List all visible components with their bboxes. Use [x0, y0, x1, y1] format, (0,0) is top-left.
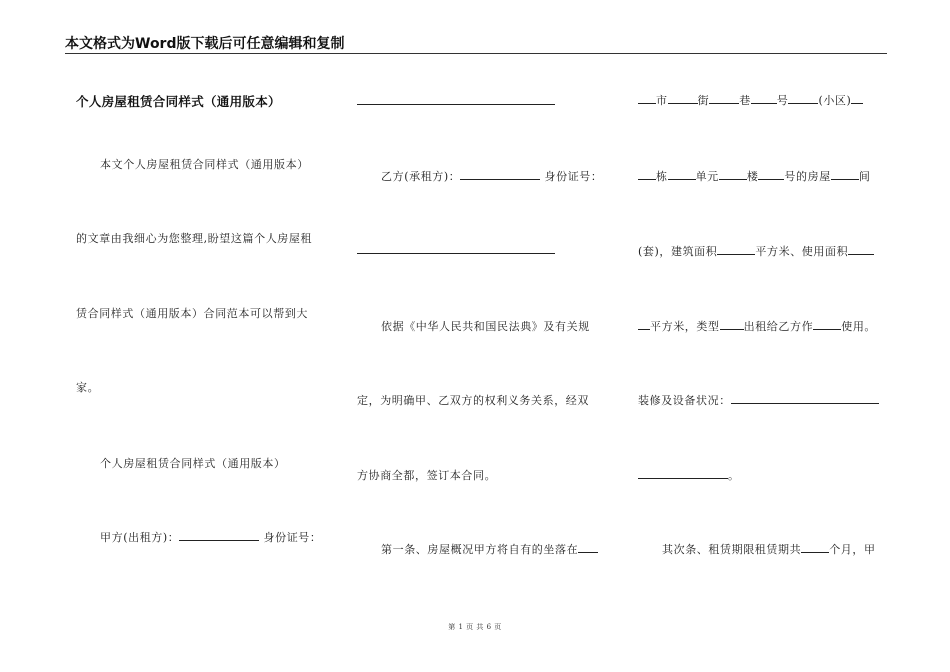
party-a-blank [179, 530, 259, 541]
use-label: 使用。 [841, 320, 877, 333]
area-line-2 [638, 318, 876, 334]
decoration-label: 装修及设备状况： [638, 394, 731, 407]
blank [719, 169, 747, 180]
decoration-blank [731, 393, 879, 404]
column-2 [357, 0, 609, 620]
blank-line-id [357, 253, 555, 254]
decoration-cont-line [638, 467, 740, 483]
months-blank [801, 542, 829, 553]
building-label: 栋 [656, 170, 668, 183]
article-2-line [662, 541, 876, 557]
party-b-label: 乙方(承租方)： [381, 170, 461, 183]
rent-to-label: 出租给乙方作 [743, 320, 814, 333]
street-label: 街 [697, 94, 710, 107]
basis-line-2: 定，为明确甲、乙双方的权利义务关系，经双 [357, 394, 589, 407]
party-a-id-label: 身份证号： [263, 531, 322, 544]
intro-line-3: 赁合同样式（通用版本）合同范本可以帮到大 [76, 307, 308, 320]
blank [813, 319, 841, 330]
blank [831, 169, 859, 180]
house-label: 号的房屋 [784, 170, 831, 183]
area-unit-label: 平方米、使用面积 [755, 245, 849, 258]
article-2-text: 其次条、租赁期限租赁期共 [662, 543, 802, 556]
address-line-1 [638, 92, 863, 108]
blank [758, 169, 784, 180]
blank [788, 93, 818, 104]
blank [751, 93, 777, 104]
party-b-blank [460, 169, 540, 180]
blank [709, 93, 739, 104]
blank [720, 319, 744, 330]
page-number-footer: 第 1 页 共 6 页 [448, 623, 502, 631]
document-title: 个人房屋租赁合同样式（通用版本） [76, 94, 281, 109]
blank-line-top [357, 104, 555, 105]
basis-line-1: 依据《中华人民共和国民法典》及有关规 [381, 320, 590, 333]
party-b-id-label: 身份证号： [544, 170, 603, 183]
column-3 [638, 0, 888, 620]
area-type-label: 平方米，类型 [650, 320, 720, 333]
blank [638, 169, 656, 180]
blank [668, 93, 698, 104]
intro-line-2: 的文章由我细心为您整理,盼望这篇个人房屋租 [76, 232, 313, 245]
city-label: 市 [656, 94, 668, 107]
blank [848, 244, 874, 255]
blank [851, 93, 863, 104]
blank [638, 93, 656, 104]
number-label: 号 [776, 94, 789, 107]
decoration-cont-blank [638, 468, 728, 479]
set-label: (套)，建筑面积 [638, 245, 718, 258]
party-a-label: 甲方(出租方)： [100, 531, 180, 544]
decoration-line [638, 392, 879, 408]
room-label: 间 [858, 170, 871, 183]
column-1 [76, 0, 326, 620]
floor-label: 楼 [746, 170, 759, 183]
party-b-line [381, 168, 603, 184]
document-header-title: 本文格式为Word版下载后可任意编辑和复制 [65, 36, 345, 52]
blank [717, 244, 755, 255]
period-mark: 。 [728, 469, 740, 482]
blank [638, 319, 650, 330]
article-1-line [381, 541, 598, 557]
area-line-1 [638, 243, 874, 259]
article-1-text: 第一条、房屋概况甲方将自有的坐落在 [381, 543, 579, 556]
district-label: (小区) [818, 94, 852, 107]
blank [668, 169, 696, 180]
unit-label: 单元 [695, 170, 719, 183]
basis-line-3: 方协商全都，签订本合同。 [357, 469, 497, 482]
contract-subtitle: 个人房屋租赁合同样式（通用版本） [100, 457, 286, 470]
intro-line-4: 家。 [76, 381, 100, 394]
party-a-line [100, 529, 322, 545]
address-line-2 [638, 168, 870, 184]
article-2-tail: 个月，甲 [829, 543, 876, 556]
intro-line-1: 本文个人房屋租赁合同样式（通用版本） [100, 158, 309, 171]
lane-label: 巷 [739, 94, 751, 107]
article-1-blank [578, 542, 598, 553]
